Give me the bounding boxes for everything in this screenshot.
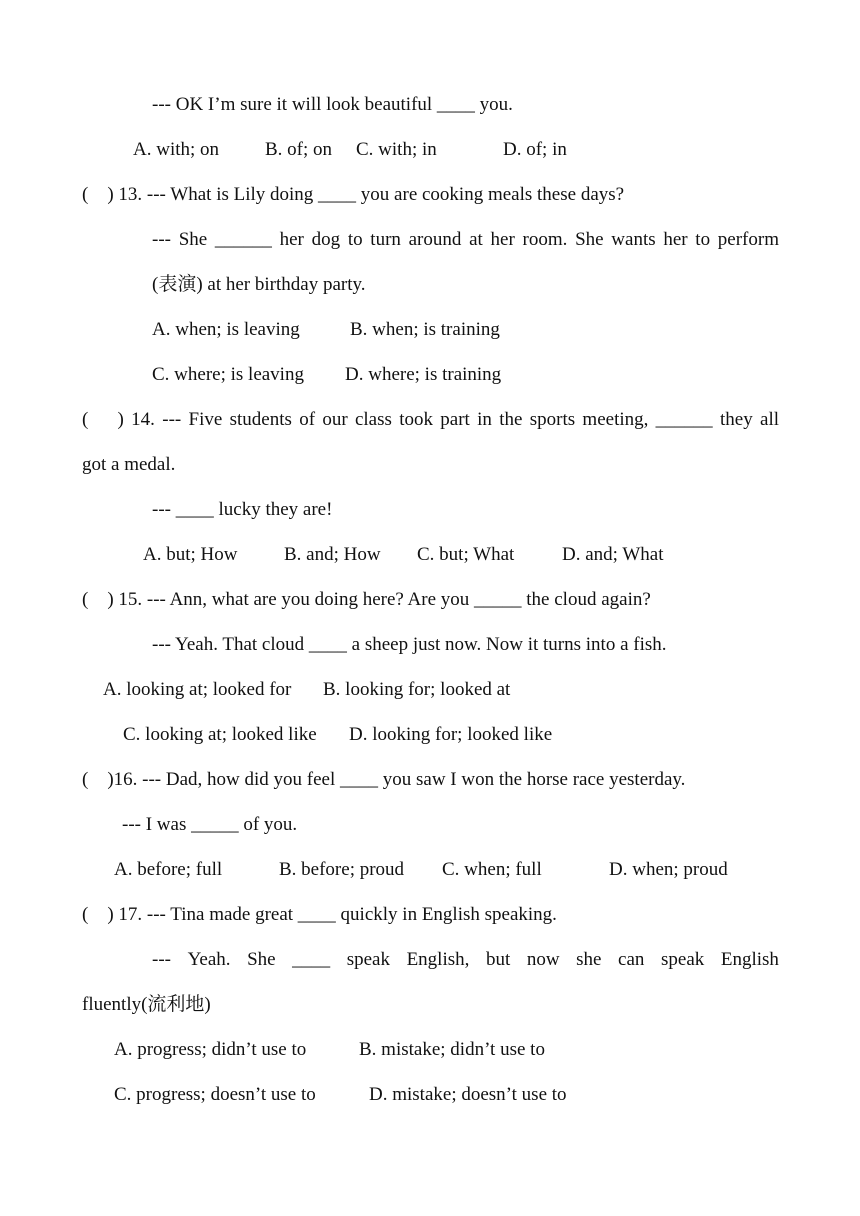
- q17-reply-word: ____: [292, 949, 331, 970]
- q17-option-c: C. progress; doesn’t use to: [114, 1084, 316, 1105]
- prev-option-c: C. with; in: [356, 139, 437, 160]
- q13-option-c: C. where; is leaving: [152, 364, 304, 385]
- q13-option-a: A. when; is leaving: [152, 319, 300, 340]
- q15-question: ( ) 15. --- Ann, what are you doing here? Are you _____ the cloud again?: [82, 589, 651, 610]
- q17-reply-word: now: [526, 949, 560, 970]
- q15-option-b: B. looking for; looked at: [323, 679, 511, 700]
- q16-option-c: C. when; full: [442, 859, 542, 880]
- q14-reply: --- ____ lucky they are!: [152, 499, 333, 520]
- q15-option-c: C. looking at; looked like: [123, 724, 317, 745]
- q17-option-d: D. mistake; doesn’t use to: [369, 1084, 567, 1105]
- q13-reply-line1: --- She ______ her dog to turn around at her room. She wants her to perform: [152, 229, 779, 250]
- q16-option-a: A. before; full: [114, 859, 223, 880]
- q13-reply-line2: (表演) at her birthday party.: [152, 274, 366, 295]
- q14-question-line1: ( ) 14. --- Five students of our class took part in the sports meeting, ______ they all: [82, 409, 779, 430]
- q17-reply-word: ---: [152, 949, 171, 970]
- q16-option-d: D. when; proud: [609, 859, 728, 880]
- q17-reply-word: English,: [406, 949, 470, 970]
- q14-option-c: C. but; What: [417, 544, 515, 565]
- q15-reply: --- Yeah. That cloud ____ a sheep just now. Now it turns into a fish.: [152, 634, 667, 655]
- prev-option-b: B. of; on: [265, 139, 333, 160]
- q17-option-a: A. progress; didn’t use to: [114, 1039, 307, 1060]
- q16-option-b: B. before; proud: [279, 859, 405, 880]
- q13-question: ( ) 13. --- What is Lily doing ____ you are cooking meals these days?: [82, 184, 625, 205]
- q14-option-b: B. and; How: [284, 544, 381, 565]
- q16-question: ( )16. --- Dad, how did you feel ____ you saw I won the horse race yesterday.: [82, 769, 686, 790]
- prev-reply: --- OK I’m sure it will look beautiful ____ you.: [152, 94, 513, 115]
- q17-option-b: B. mistake; didn’t use to: [359, 1039, 545, 1060]
- prev-option-a: A. with; on: [133, 139, 220, 160]
- q17-reply-word: can: [618, 949, 645, 970]
- q14-question-line2: got a medal.: [82, 454, 176, 475]
- q15-option-d: D. looking for; looked like: [349, 724, 553, 745]
- q17-reply-word: she: [576, 949, 602, 970]
- q17-question: ( ) 17. --- Tina made great ____ quickly in English speaking.: [82, 904, 557, 925]
- q17-reply-line1: [152, 948, 779, 972]
- q14-option-d: D. and; What: [562, 544, 664, 565]
- q17-reply-word: Yeah.: [187, 949, 231, 970]
- prev-option-d: D. of; in: [503, 139, 567, 160]
- q13-option-b: B. when; is training: [350, 319, 500, 340]
- q17-reply-word: but: [485, 949, 511, 970]
- q15-option-a: A. looking at; looked for: [103, 679, 292, 700]
- q13-option-d: D. where; is training: [345, 364, 502, 385]
- q17-reply-line2: fluently(流利地): [82, 994, 211, 1015]
- q17-reply-word: speak: [346, 949, 390, 970]
- q16-reply: --- I was _____ of you.: [122, 814, 298, 835]
- q14-option-a: A. but; How: [143, 544, 238, 565]
- q17-reply-word: speak: [661, 949, 705, 970]
- q17-reply-word: She: [247, 949, 276, 970]
- q17-reply-word: English: [720, 949, 779, 970]
